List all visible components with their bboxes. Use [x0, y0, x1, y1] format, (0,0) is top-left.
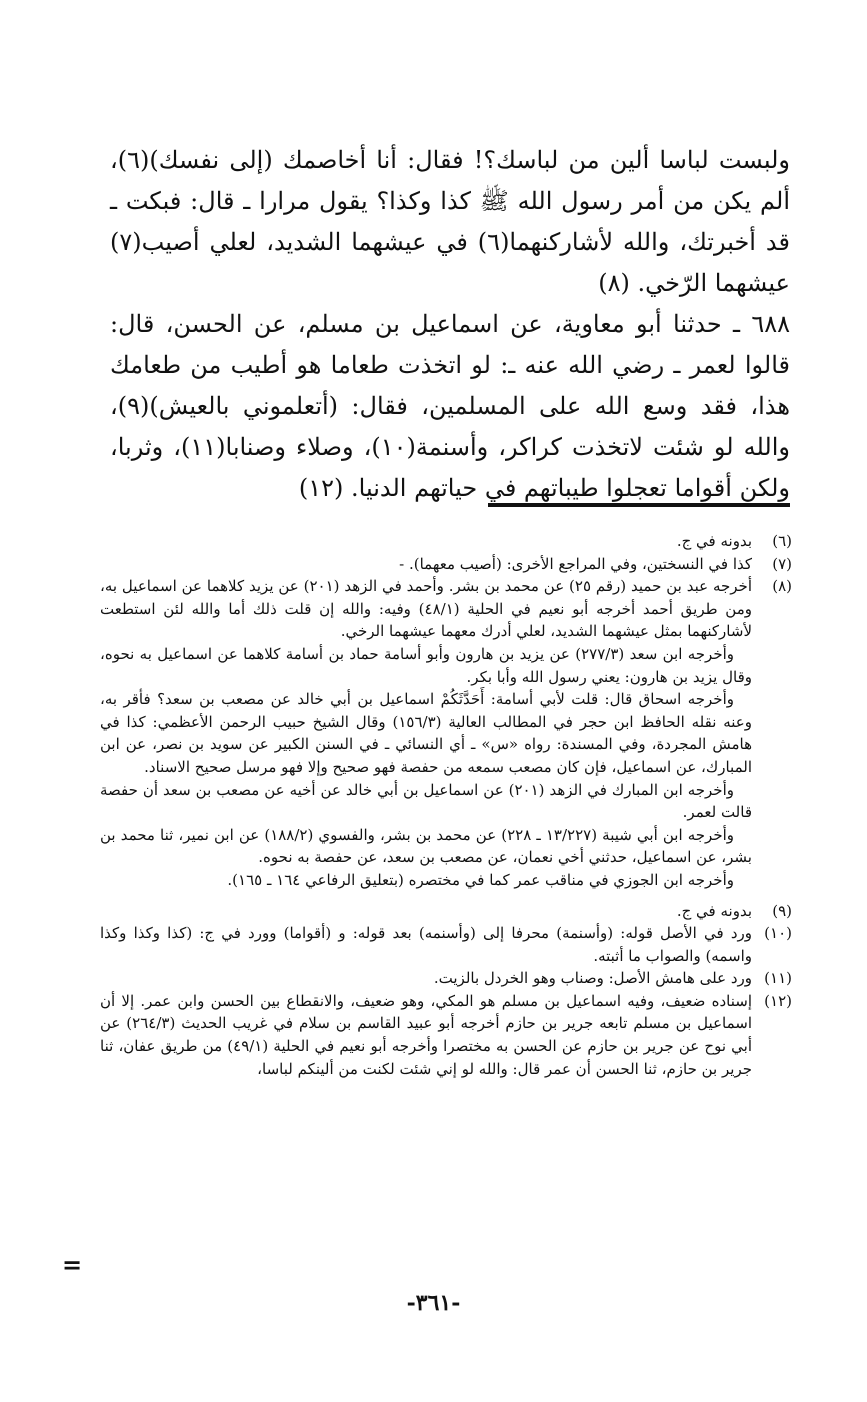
footnote-text: وأخرجه ابن سعد (٢٧٧/٣) عن يزيد بن هارون وأبو أسامة حماد بن أسامة كلاهما عن اسماعيل به نحوه، وقال يزيد بن هارون: يعني رسول الله وأبا بكر. — [100, 644, 752, 686]
footnote-number: (١١) — [764, 969, 792, 988]
footnote-text: وأخرجه ابن المبارك في الزهد (٢٠١) عن اسماعيل بن أبي خالد عن أخيه عن مصعب بن سعد أن حفصة قالت لعمر. — [100, 780, 752, 822]
footnote-text: بدونه في ج. — [676, 532, 752, 550]
footnote-7 — [100, 553, 792, 576]
footnote-number: (٦) — [772, 532, 792, 550]
footnote-text: ورد في الأصل قوله: (وأسنمة) محرفا إلى (وأسنمه) بعد قوله: و (أقواما) وورد في ج: (كذا وكذا وكذا واسمه) والصواب ما أثبته. — [100, 924, 752, 965]
footnote-12 — [100, 990, 792, 1080]
footnote-number: (٨) — [772, 577, 792, 596]
footnote-divider — [488, 503, 790, 507]
footnote-11 — [100, 967, 792, 990]
continuation-mark: = — [62, 1250, 83, 1279]
footnote-number: (١٢) — [764, 991, 792, 1010]
footnote-number: (٩) — [772, 901, 792, 920]
footnote-8 — [100, 575, 792, 891]
main-paragraph-1: ولبست لباسا ألين من لباسك؟! فقال: أنا أخاصمك (إلى نفسك)(٦)، ألم يكن من أمر رسول الله ﷺ كذا وكذا؟ يقول مرارا ـ قال: فبكت ـ قد أخبرتك، والله لأشاركنهما(٦) في عيشهما الشديد، لعلي أصيب(٧) عيشهما الرّخي. (٨) — [110, 146, 790, 297]
footnote-text: وأخرجه ابن الجوزي في مناقب عمر كما في مختصره (بتعليق الرفاعي ١٦٤ ـ ١٦٥). — [227, 870, 734, 889]
footnote-text: كذا في النسختين، وفي المراجع الأخرى: (أصيب معهما). - — [399, 554, 752, 573]
footnote-text: بدونه في ج. — [676, 901, 752, 920]
footnote-6 — [100, 530, 792, 553]
footnote-10 — [100, 922, 792, 967]
footnote-text: وأخرجه ابن أبي شيبة (١٣/٢٢٧ ـ ٢٢٨) عن محمد بن بشر، والفسوي (١٨٨/٢) عن ابن نمير، ثنا محمد بن بشر، عن اسماعيل، حدثني أخي نعمان، عن مصعب بن سعد، عن حفصة به نحوه. — [100, 825, 752, 867]
footnote-number: (٧) — [772, 554, 792, 573]
footnotes — [100, 530, 792, 1080]
main-paragraph-2: ٦٨٨ ـ حدثنا أبو معاوية، عن اسماعيل بن مسلم، عن الحسن، قال: قالوا لعمر ـ رضي الله عنه ـ: لو اتخذت طعاما هو أطيب من طعامك هذا، فقد وسع الله على المسلمين، فقال: (أتعلموني بالعيش)(٩)، والله لو شئت لاتخذت كراكر، وأسنمة(١٠)، وصلاء وصنابا(١١)، وثربا، ولكن أقواما تعجلوا طيباتهم في حياتهم الدنيا. (١٢) — [110, 310, 790, 502]
main-text — [110, 140, 790, 509]
page-number: -٣٦١- — [406, 1290, 461, 1316]
footnote-text: إسناده ضعيف، وفيه اسماعيل بن مسلم هو المكي، وهو ضعيف، والانقطاع بين الحسن وابن عمر. إلا أن اسماعيل بن مسلم تابعه جرير بن حازم أخرجه أبو عبيد القاسم بن سلام في غريب الحديث (٢٦٤/٣) عن أبي نوح عن جرير بن حازم عن الحسن به مختصرا وأخرجه أبو نعيم في الحلية (٤٩/١) من طريق عفان، ثنا جرير بن حازم، ثنا الحسن أن عمر قال: والله لو إني شئت لكنت من ألينكم لباسا، — [100, 991, 753, 1078]
footnote-text: وأخرجه اسحاق قال: قلت لأبي أسامة: أَحَدَّثَكُمْ اسماعيل بن أبي خالد عن مصعب بن سعد؟ فأقر به، وعنه نقله الحافظ ابن حجر في المطالب العالية (١٥٦/٣) وقال الشيخ حبيب الرحمن الأعظمي: كذا في هامش المجردة، وفي المسندة: رواه «س» ـ أي النسائي ـ في السنن الكبير عن سويد بن نصر، عن ابن المبارك، عن اسماعيل، فإن كان مصعب سمعه من حفصة فهو صحيح وإلا فهو مرسل صحيح الاسناد. — [100, 690, 752, 776]
footnote-text: أخرجه عبد بن حميد (رقم ٢٥) عن محمد بن بشر. وأحمد في الزهد (٢٠١) عن يزيد كلاهما عن اسماعيل به، ومن طريق أحمد أخرجه أبو نعيم في الحلية (٤٨/١) وفيه: والله إن قلت ذلك أما والله لئن استطعت لأشاركنهما بمثل عيشهما الشديد، لعلي أدرك معهما عيشهما الرخي. — [100, 577, 752, 641]
footnote-9 — [100, 900, 792, 923]
footnote-text: ورد على هامش الأصل: وصناب وهو الخردل بالزيت. — [433, 969, 752, 988]
footnote-number: (١٠) — [764, 924, 792, 943]
